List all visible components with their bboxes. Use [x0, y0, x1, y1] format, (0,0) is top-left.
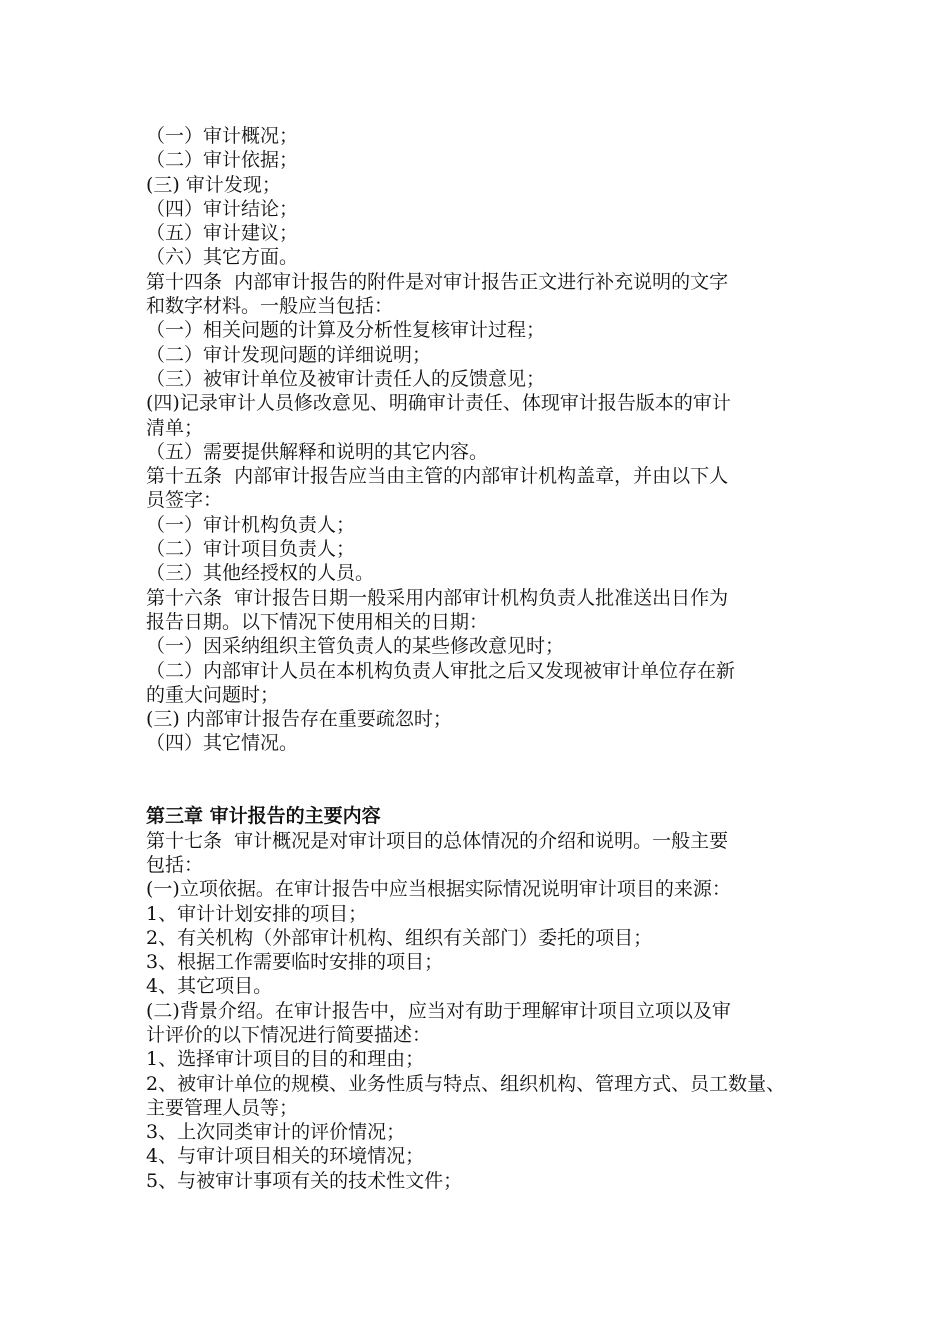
text-line: (四)记录审计人员修改意见、明确审计责任、体现审计报告版本的审计 [146, 392, 731, 415]
text-line: (三) 审计发现； [146, 173, 281, 196]
section-b [146, 829, 826, 1193]
text-line: （二）审计依据； [146, 149, 299, 172]
text-line: （二）内部审计人员在本机构负责人审批之后又发现被审计单位存在新 [146, 659, 736, 682]
text-line: （四）审计结论； [146, 197, 299, 220]
text-line: 2、被审计单位的规模、业务性质与特点、组织机构、管理方式、员工数量、 [146, 1072, 786, 1095]
text-line: 第十七条 审计概况是对审计项目的总体情况的介绍和说明。一般主要 [146, 829, 729, 852]
text-line: 5、与被审计事项有关的技术性文件； [146, 1169, 463, 1192]
text-line: 1、选择审计项目的目的和理由； [146, 1048, 425, 1071]
document-body [146, 124, 826, 1193]
text-line: （三）其他经授权的人员。 [146, 562, 375, 585]
text-line: 2、有关机构（外部审计机构、组织有关部门）委托的项目； [146, 926, 653, 949]
text-line: （一）审计机构负责人； [146, 513, 356, 536]
text-line: （二）审计项目负责人； [146, 538, 356, 561]
text-line: （五）需要提供解释和说明的其它内容。 [146, 440, 489, 463]
text-line: （六）其它方面。 [146, 246, 299, 269]
text-line: (一)立项依据。在审计报告中应当根据实际情况说明审计项目的来源： [146, 878, 731, 901]
text-line: 主要管理人员等； [146, 1096, 299, 1119]
text-line: 4、与审计项目相关的环境情况； [146, 1145, 425, 1168]
text-line: （五）审计建议； [146, 222, 299, 245]
text-line: 4、其它项目。 [146, 975, 273, 998]
text-line: 报告日期。以下情况下使用相关的日期： [146, 610, 489, 633]
text-line: 的重大问题时； [146, 683, 280, 706]
text-line: 1、审计计划安排的项目； [146, 902, 368, 925]
text-line: （三）被审计单位及被审计责任人的反馈意见； [146, 367, 546, 390]
text-line: 第十五条 内部审计报告应当由主管的内部审计机构盖章，并由以下人 [146, 465, 729, 488]
text-line: （一）相关问题的计算及分析性复核审计过程； [146, 319, 546, 342]
text-line: 第十六条 审计报告日期一般采用内部审计机构负责人批准送出日作为 [146, 586, 729, 609]
text-line: 和数字材料。一般应当包括： [146, 295, 394, 318]
text-line: 员签字： [146, 489, 223, 512]
section-a [146, 124, 826, 756]
text-line: (二)背景介绍。在审计报告中，应当对有助于理解审计项目立项以及审 [146, 999, 731, 1022]
text-line: 计评价的以下情况进行简要描述： [146, 1023, 432, 1046]
text-line: (三) 内部审计报告存在重要疏忽时； [146, 708, 452, 731]
text-line: （二）审计发现问题的详细说明； [146, 343, 432, 366]
text-line: 3、上次同类审计的评价情况； [146, 1121, 406, 1144]
text-line: 清单； [146, 416, 204, 439]
section-spacer [146, 756, 826, 805]
text-line: （一）因采纳组织主管负责人的某些修改意见时； [146, 635, 565, 658]
text-line: 第十四条 内部审计报告的附件是对审计报告正文进行补充说明的文字 [146, 270, 729, 293]
text-line: （一）审计概况； [146, 125, 299, 147]
text-line: 包括： [146, 853, 204, 876]
text-line: 3、根据工作需要临时安排的项目； [146, 951, 444, 974]
text-line: （四）其它情况。 [146, 732, 299, 755]
chapter-heading: 第三章 审计报告的主要内容 [146, 805, 381, 828]
